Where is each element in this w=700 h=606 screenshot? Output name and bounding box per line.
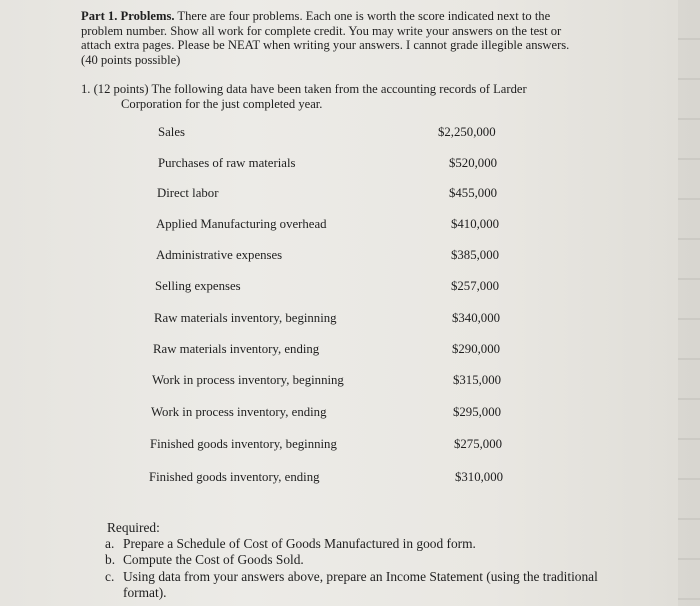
problem-1-header — [81, 82, 601, 111]
row-value: $315,000 — [453, 373, 501, 387]
row-value: $385,000 — [451, 248, 499, 262]
row-label: Administrative expenses — [156, 248, 283, 262]
required-item-text: Prepare a Schedule of Cost of Goods Manufactured in good form. — [123, 536, 476, 552]
row-value: $295,000 — [453, 405, 501, 419]
row-label: Raw materials inventory, ending — [153, 342, 320, 356]
row-value: $275,000 — [454, 437, 502, 451]
row-value: $290,000 — [452, 342, 500, 356]
required-item — [105, 569, 607, 601]
required-section — [107, 520, 607, 601]
row-label: Purchases of raw materials — [158, 156, 296, 170]
row-label: Finished goods inventory, beginning — [150, 437, 337, 451]
required-item-letter: c. — [105, 568, 115, 584]
instructions-text: There are four problems. Each one is worth the score indicated next to the problem number. Show all work for complete credit. You may write your answers on the test or attach extra pages. Please be NEAT when writing your answers. I cannot grade illegible answers. (40 points possible) — [81, 9, 570, 67]
row-label: Applied Manufacturing overhead — [156, 217, 327, 231]
row-label: Direct labor — [157, 186, 219, 200]
row-value: $455,000 — [449, 186, 497, 200]
row-value: $520,000 — [449, 156, 497, 170]
row-value: $340,000 — [452, 311, 500, 325]
required-item — [105, 552, 607, 568]
row-value: $410,000 — [451, 217, 499, 231]
row-label: Raw materials inventory, beginning — [154, 311, 337, 325]
row-label: Work in process inventory, ending — [151, 405, 327, 419]
row-value: $310,000 — [455, 470, 503, 484]
problem-1-line1-text: (12 points) The following data have been taken from the accounting records of Larder — [93, 82, 527, 96]
required-item-text: Using data from your answers above, prepare an Income Statement (using the traditional format). — [123, 568, 598, 600]
problem-1-line1 — [81, 82, 601, 97]
problem-1-line2: Corporation for the just completed year. — [121, 96, 323, 111]
row-value: $2,250,000 — [438, 125, 496, 139]
required-item-text: Compute the Cost of Goods Sold. — [123, 552, 304, 568]
problem-number: 1. — [81, 82, 91, 96]
required-item-letter: a. — [105, 536, 115, 552]
required-item — [105, 536, 607, 552]
row-label: Work in process inventory, beginning — [152, 373, 344, 387]
row-label: Sales — [158, 125, 186, 139]
part-label: Part 1. Problems. — [81, 9, 175, 23]
row-label: Finished goods inventory, ending — [149, 470, 320, 484]
required-item-letter: b. — [105, 552, 116, 568]
part-instructions — [81, 9, 581, 67]
required-title: Required: — [107, 520, 160, 535]
row-label: Selling expenses — [155, 279, 241, 293]
row-value: $257,000 — [451, 279, 499, 293]
